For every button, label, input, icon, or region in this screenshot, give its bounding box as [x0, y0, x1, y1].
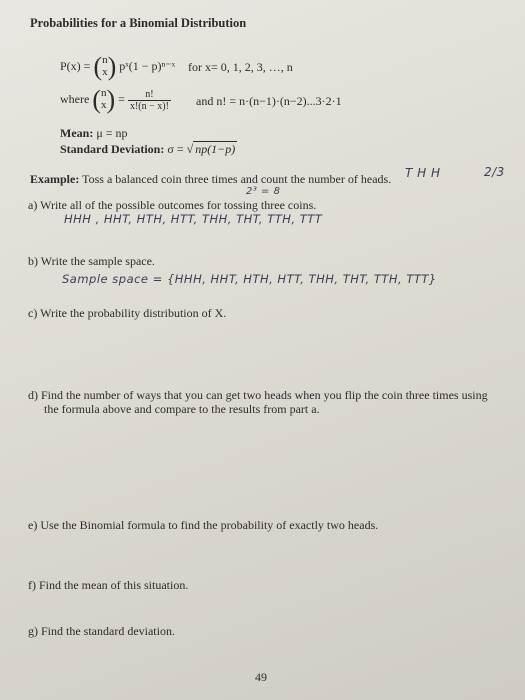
question-c-label: c) [28, 306, 38, 320]
sd-expression-prefix: σ = [167, 142, 184, 156]
question-c [28, 306, 226, 321]
handwritten-power: 2³ = 8 [246, 186, 281, 197]
question-d-continuation: the formula above and compare to the results from part a. [44, 402, 320, 416]
sd-formula: Standard Deviation: σ = √ np(1−p) [60, 142, 236, 156]
page-title: Probabilities for a Binomial Distribution [30, 16, 247, 30]
combination-formula: where (n x) = $\frac{n!}{x!(n - x)!}$ [60, 85, 169, 114]
question-b [28, 254, 155, 269]
question-e [28, 518, 378, 533]
binom-bottom: x [102, 66, 108, 78]
comb-numerator: n! [128, 89, 171, 101]
binomial-pmf-formula: P(x) = (n x) pˣ(1 − p)ⁿ⁻ˣ [60, 52, 176, 81]
question-a [28, 198, 316, 213]
example-line [30, 172, 391, 187]
comb-binom-top: n [101, 87, 107, 100]
question-e-text: Use the Binomial formula to find the probability of exactly two heads. [40, 518, 379, 532]
comb-denominator: x!(n − x)! [129, 100, 169, 112]
equals-sign: = [118, 91, 125, 106]
example-text: Toss a balanced coin three times and count the number of heads. [82, 172, 392, 186]
question-b-text: Write the sample space. [40, 254, 155, 268]
question-g-label: g) [28, 624, 38, 638]
question-f-text: Find the mean of this situation. [39, 578, 189, 592]
mean-expression: μ = np [96, 126, 128, 140]
question-f [28, 578, 188, 593]
handwritten-answer-a: HHH , HHT, HTH, HTT, THH, THT, TTH, TTT [64, 212, 323, 226]
question-f-label: f) [28, 578, 36, 592]
factorial-definition: and n! = n·(n−1)·(n−2)...3·2·1 [196, 94, 342, 108]
where-label: where [60, 91, 90, 106]
question-d [28, 388, 488, 403]
pmf-lhs: P(x) = [60, 58, 91, 73]
pmf-range: for x= 0, 1, 2, 3, …, n [188, 60, 293, 74]
question-d-text: Find the number of ways that you can get two heads when you flip the coin three times using [41, 388, 488, 402]
question-c-text: Write the probability distribution of X. [40, 306, 227, 320]
handwritten-note-thh: T H H [405, 166, 441, 180]
question-d-label: d) [28, 388, 38, 402]
combination-fraction [128, 89, 171, 112]
pmf-rhs: pˣ(1 − p)ⁿ⁻ˣ [119, 58, 176, 73]
mean-formula [60, 126, 128, 141]
sd-label: Standard Deviation: [60, 142, 165, 156]
handwritten-answer-b: Sample space = {HHH, HHT, HTH, HTT, THH, THT, TTH, TTT} [62, 272, 437, 286]
handwritten-fraction: 2/3 [484, 165, 505, 179]
question-e-label: e) [28, 518, 38, 532]
question-g-text: Find the standard deviation. [41, 624, 175, 638]
question-g [28, 624, 175, 639]
comb-binom-bottom: x [101, 99, 107, 111]
example-label: Example: [30, 172, 80, 186]
page-number: 49 [255, 670, 267, 684]
question-b-label: b) [28, 254, 38, 268]
question-a-label: a) [28, 198, 38, 212]
sd-radicand: np(1−p) [195, 142, 236, 156]
mean-label: Mean: [60, 126, 94, 140]
question-a-text: Write all of the possible outcomes for tossing three coins. [40, 198, 317, 212]
binom-top: n [102, 54, 108, 67]
